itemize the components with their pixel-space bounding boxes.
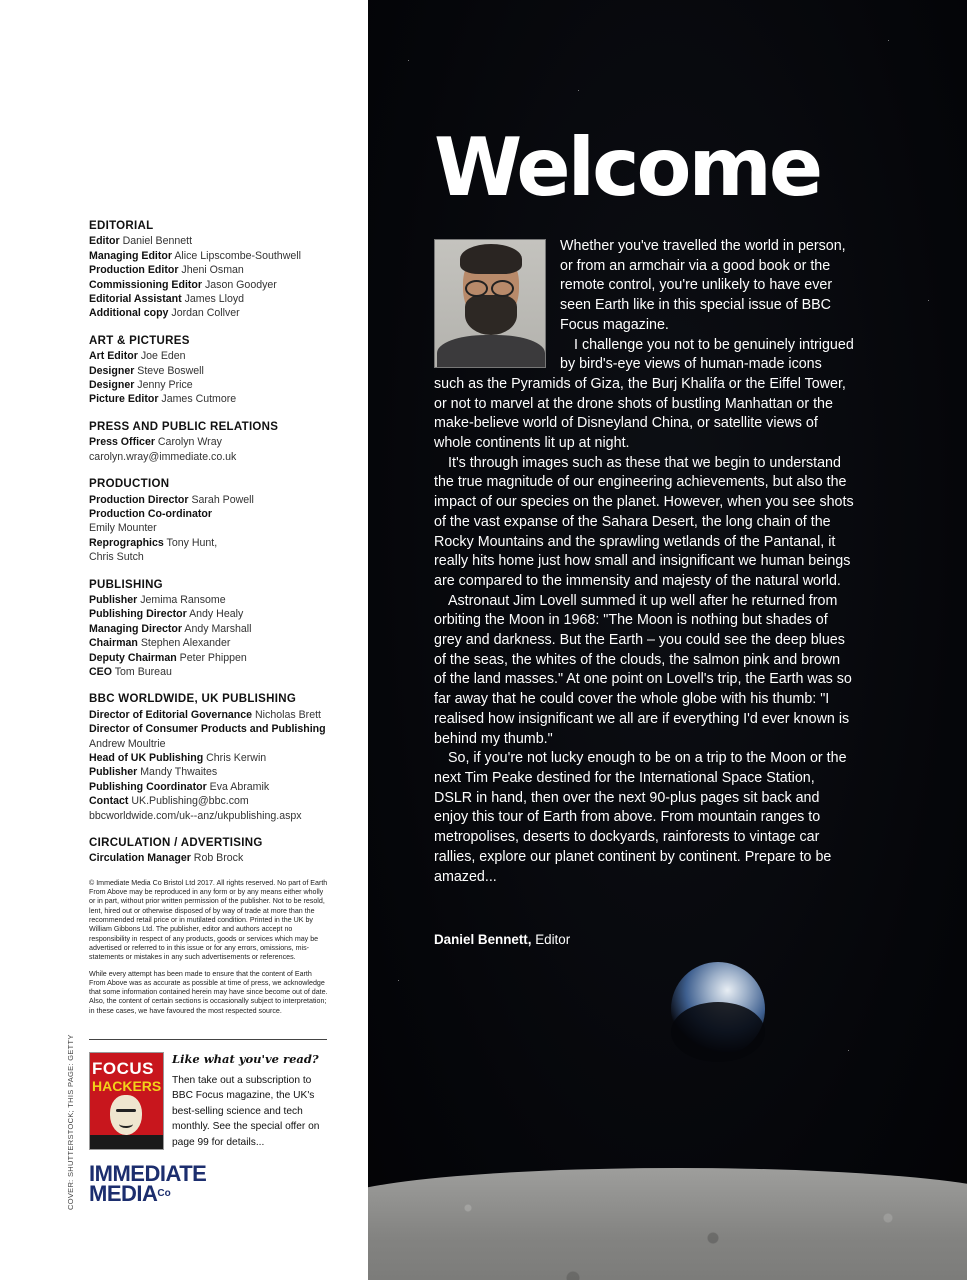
credits-section	[89, 836, 339, 866]
credit-name: Tom Bureau	[114, 665, 172, 678]
staff-credits	[89, 219, 339, 1023]
credit-name: Jenny Price	[137, 379, 193, 392]
cover-headline: HACKERS	[92, 1078, 162, 1094]
credits-section	[89, 477, 339, 564]
credit-role: Production Editor	[89, 264, 179, 277]
credit-role: Production Co-ordinator	[89, 507, 212, 520]
article-paragraph: I challenge you not to be genuinely intrigued by bird's-eye views of human-made icons such as the Pyramids of Giza, the Burj Khalifa or the Eiffel Tower, or not to marvel at the drone shots of bustling Manhattan or the make-believe world of Disneyland China, or satellite views of whole continents lit up at night.	[434, 336, 854, 452]
credit-row	[89, 665, 339, 679]
credit-name: Tony Hunt,	[166, 536, 218, 549]
immediate-media-logo	[89, 1161, 207, 1207]
legal-paragraph: © Immediate Media Co Bristol Ltd 2017. All rights reserved. No part of Earth From Above may be reproduced in any form or by any means either wholly or in part, without prior written permission of the publisher. Not to be resold, lent, hired out or otherwise disposed of by way of trade at more than the recommended retail price or in mutilated condition. Printed in the UK by William Gibbons Ltd. The publisher, editor and authors accept no responsibility in respect of any products, goods or services which may be advertised or referred to in this issue or for any errors, omissions, mis-statements or mistakes in any such advertisements or references.	[89, 878, 328, 962]
credit-name: Jheni Osman	[181, 264, 244, 277]
credit-row	[89, 378, 339, 392]
credit-name: Andy Healy	[189, 608, 244, 621]
lunar-surface	[368, 1168, 967, 1280]
credit-row	[89, 521, 339, 535]
credit-row	[89, 450, 339, 464]
credit-row	[89, 263, 339, 277]
page-title: Welcome	[434, 121, 821, 214]
section-title: PRESS AND PUBLIC RELATIONS	[89, 420, 279, 433]
credit-row	[89, 651, 339, 665]
credit-name: Andy Marshall	[184, 622, 252, 635]
photo-credit: COVER: SHUTTERSTOCK; THIS PAGE: GETTY	[66, 1034, 75, 1210]
section-title: PUBLISHING	[89, 578, 163, 591]
promo-text	[172, 1052, 332, 1150]
credit-row	[89, 493, 339, 507]
credit-row	[89, 292, 339, 306]
credit-role: Managing Editor	[89, 249, 172, 262]
credit-role: Additional copy	[89, 307, 169, 320]
credit-role: Designer	[89, 364, 135, 377]
article-paragraph: Astronaut Jim Lovell summed it up well after he returned from orbiting the Moon in 1968: "The Moon is nothing but shades of grey and darkness. But the Earth – you could see the deep blues of the seas, the whites of the clouds, the salmon pink and brown of the land masses." At one point on Lovell's trip, the Earth was so far away that he could cover the whole globe with his thumb: "I realised how insignificant we all are if everything I'd ever known is behind my thumb."	[434, 592, 852, 747]
credit-name: carolyn.wray@immediate.co.uk	[89, 450, 237, 463]
credit-role: Publishing Coordinator	[89, 780, 207, 793]
mask-illustration	[110, 1095, 142, 1135]
credit-name: Eva Abramik	[209, 780, 270, 793]
credits-section	[89, 219, 339, 321]
credits-section	[89, 420, 339, 464]
cover-masthead: FOCUS	[92, 1059, 154, 1078]
credit-role: Contact	[89, 795, 129, 808]
credit-row	[89, 851, 339, 865]
credit-name: Emily Mounter	[89, 522, 157, 535]
credit-row	[89, 278, 339, 292]
credit-name: UK.Publishing@bbc.com	[131, 795, 249, 808]
credit-name: Mandy Thwaites	[140, 766, 218, 779]
credit-role: Reprographics	[89, 536, 164, 549]
credit-name: Andrew Moultrie	[89, 737, 166, 750]
logo-line1: IMMEDIATE	[89, 1161, 207, 1186]
credit-name: Jordan Collver	[171, 307, 240, 320]
credit-role: Circulation Manager	[89, 852, 191, 865]
credit-name: Stephen Alexander	[140, 637, 231, 650]
credit-role: Publishing Director	[89, 608, 187, 621]
credit-name: Rob Brock	[193, 852, 244, 865]
section-title: EDITORIAL	[89, 220, 154, 232]
section-title: ART & PICTURES	[89, 334, 190, 347]
credit-name: Nicholas Brett	[255, 708, 321, 721]
credit-row	[89, 751, 339, 765]
credit-name: bbcworldwide.com/uk--anz/ukpublishing.aspx	[89, 809, 302, 822]
credits-section	[89, 692, 339, 823]
credit-row	[89, 737, 339, 751]
credit-row	[89, 722, 339, 736]
credit-row	[89, 249, 339, 263]
credit-row	[89, 550, 339, 564]
credit-row	[89, 765, 339, 779]
credit-role: Managing Director	[89, 622, 183, 635]
credit-row	[89, 507, 339, 521]
credit-role: Chairman	[89, 637, 138, 650]
credit-row	[89, 708, 339, 722]
legal-paragraph: While every attempt has been made to ensure that the content of Earth From Above was as accurate as possible at time of press, we acknowledge that some information contained herein may have since become out of date. Also, the content of certain sections is occasionally subject to interpretation; in these cases, we have favoured the most respected source.	[89, 969, 328, 1015]
section-title: CIRCULATION / ADVERTISING	[89, 837, 263, 850]
credits-column	[0, 0, 368, 1280]
welcome-panel	[368, 0, 967, 1280]
credit-role: Picture Editor	[89, 393, 159, 406]
credit-row	[89, 809, 339, 823]
promo-heading: Like what you've read?	[172, 1052, 319, 1066]
credit-name: Joe Eden	[140, 350, 186, 363]
credit-role: Editorial Assistant	[89, 293, 182, 306]
focus-magazine-cover[interactable]	[89, 1052, 164, 1150]
credit-role: Head of UK Publishing	[89, 752, 204, 764]
credits-section	[89, 578, 339, 680]
credit-row	[89, 607, 339, 621]
section-title: PRODUCTION	[89, 478, 170, 491]
credit-role: Art Editor	[89, 350, 138, 363]
credit-name: James Cutmore	[161, 393, 237, 406]
credit-row	[89, 636, 339, 650]
article-paragraph: So, if you're not lucky enough to be on a trip to the Moon or the next Tim Peake destined for the International Space Station, DSLR in hand, then over the next 90-plus pages sit back and enjoy this tour of Earth from above. From mountain ranges to metropolises, deserts to dockyards, rainforests to vintage car rallies, explore our planet continent by continent. Prepare to be amazed...	[434, 750, 847, 885]
credits-section	[89, 334, 339, 407]
article-paragraph: Whether you've travelled the world in person, or from an armchair via a good book or the remote control, you're unlikely to have ever seen Earth like in this special issue of BBC Focus magazine.	[560, 238, 846, 333]
cover-strip	[90, 1135, 163, 1149]
credit-name: Daniel Bennett	[122, 235, 193, 248]
credit-role: CEO	[89, 665, 112, 678]
credit-name: Peter Phippen	[179, 651, 247, 664]
credit-row	[89, 536, 339, 550]
credit-name: Carolyn Wray	[157, 436, 222, 449]
article-body	[434, 237, 854, 887]
credit-row	[89, 780, 339, 794]
credit-role: Commissioning Editor	[89, 278, 203, 291]
credit-row	[89, 593, 339, 607]
credit-name: Jemima Ransome	[140, 593, 226, 606]
credit-row	[89, 392, 339, 406]
credit-role: Press Officer	[89, 436, 155, 449]
credit-row	[89, 794, 339, 808]
logo-line2: MEDIA	[89, 1181, 158, 1206]
credit-name: Chris Sutch	[89, 551, 144, 564]
credit-role: Director of Editorial Governance	[89, 708, 253, 721]
credit-row	[89, 234, 339, 248]
credit-name: Steve Boswell	[137, 364, 204, 377]
credit-role: Production Director	[89, 493, 189, 506]
divider	[89, 1039, 327, 1040]
article-paragraph: It's through images such as these that we begin to understand the true magnitude of our engineering achievements, but also the impact of our species on the planet. However, when you see shots of the vast expanse of the Sahara Desert, the long chain of the Rocky Mountains and the sprawling wetlands of the Pantanal, it really hits home just how small and insignificant we human beings are compared to the immensity and majesty of the natural world.	[434, 454, 854, 589]
credit-row	[89, 364, 339, 378]
credit-name: Chris Kerwin	[206, 752, 267, 764]
credit-row	[89, 306, 339, 320]
credit-name: Sarah Powell	[191, 493, 254, 506]
credit-row	[89, 435, 339, 449]
credit-row	[89, 622, 339, 636]
section-title: BBC WORLDWIDE, UK PUBLISHING	[89, 693, 297, 706]
earthrise-image	[671, 962, 765, 1056]
credit-role: Deputy Chairman	[89, 651, 177, 664]
promo-body: Then take out a subscription to BBC Focus magazine, the UK's best-selling science and tech monthly. See the special offer on page 99 for details...	[172, 1074, 320, 1148]
credit-name: James Lloyd	[184, 293, 245, 306]
legal-notice	[89, 879, 329, 1016]
credit-role: Publisher	[89, 593, 138, 606]
credit-role: Director of Consumer Products and Publishing	[89, 723, 326, 736]
credit-name: Jason Goodyer	[204, 278, 277, 291]
logo-suffix: Co	[157, 1188, 171, 1199]
credit-role: Designer	[89, 379, 135, 392]
signoff-role: Editor	[535, 932, 571, 947]
signoff-name: Daniel Bennett,	[434, 932, 532, 947]
credit-name: Alice Lipscombe-Southwell	[174, 249, 301, 262]
credit-role: Publisher	[89, 766, 138, 779]
credit-role: Editor	[89, 235, 120, 248]
signoff	[434, 932, 570, 947]
credit-row	[89, 349, 339, 363]
